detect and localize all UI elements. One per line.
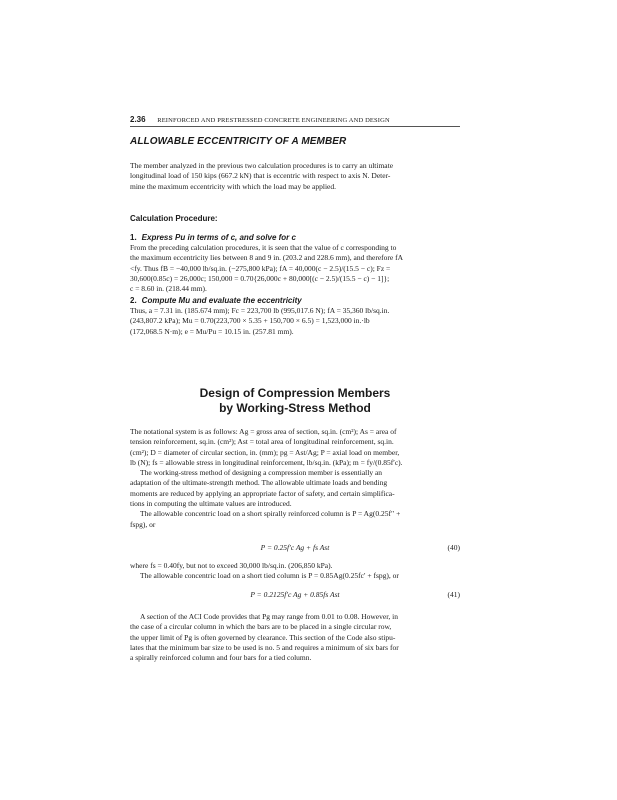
text-line: The allowable concentric load on a short tied column is P = 0.85Ag(0.25fc′ + fspg), or [140,571,399,581]
header-rule [130,126,460,127]
text-line: Thus, a = 7.31 in. (185.674 mm); Fc = 223,700 lb (995,017.6 N); fA = 35,360 lb/sq.in. [130,306,390,315]
text-line: (172,068.5 N·m); e = Mu/Pu = 10.15 in. (257.81 mm). [130,326,294,336]
text-line: The notational system is as follows: Ag = gross area of section, sq.in. (cm²); As = area of [130,427,397,436]
text-line: From the preceding calculation procedures, it is seen that the value of c corresponding to [130,243,397,252]
equation-expression: P = 0.25f′c Ag + fs Ast [260,543,330,552]
text-line: the upper limit of Pg is often governed by clearance. This section of the Code also stipu- [130,632,396,642]
text-line: The working-stress method of designing a compression member is essentially an [140,468,383,478]
step-1-body [130,243,460,294]
equation-number: (41) [447,590,460,599]
tied-column-paragraph [130,561,460,582]
text-line: lb (N); fs = allowable stress in longitudinal reinforcement, lb/sq.in. (kPa); m = fy/(0.85f′c). [130,457,403,467]
text-line: lates that the minimum bar size to be used is no. 5 and requires a minimum of six bars for [130,642,399,652]
equation-number: (40) [447,543,460,552]
text-line: 30,600(0.85c) = 26,000c; 150,000 = 0.70{26,000c + 80,000[(c − 2.5)/(15.5 − c) − 1]}; [130,273,390,283]
step-2-heading [130,296,302,305]
running-title: REINFORCED AND PRESTRESSED CONCRETE ENGINEERING AND DESIGN [157,117,390,124]
text-line: fspg), or [130,519,156,529]
aci-code-paragraph [130,612,460,663]
text-line: c = 8.60 in. (218.44 mm). [130,284,207,294]
text-line: tions in computing the ultimate values are introduced. [130,499,292,509]
section-title: ALLOWABLE ECCENTRICITY OF A MEMBER [130,136,347,147]
step-1-heading [130,233,296,242]
text-line: The member analyzed in the previous two calculation procedures is to carry an ultimate [130,161,394,170]
procedure-heading: Calculation Procedure: [130,214,218,223]
text-line: the case of a circular column in which the bars are to be placed in a single circular row, [130,622,392,632]
running-header [130,115,460,124]
equation-expression: P = 0.2125f′c Ag + 0.85fs Ast [250,590,340,599]
text-line: (243,807.2 kPa); Mu = 0.70(223,700 × 5.35 + 150,700 × 6.5) = 1,523,000 in.·lb [130,316,370,326]
text-line: tension reinforcement, sq.in. (cm²); Ast = total area of longitudinal reinforcement, sq.in. [130,437,394,447]
step-2-body [130,306,460,337]
text-line: (cm²); D = diameter of circular section, in. (mm); pg = Ast/Ag; P = axial load on member, [130,447,400,457]
text-line: mine the maximum eccentricity with which the load may be applied. [130,181,336,191]
step-number: 1. [130,233,137,242]
text-line: moments are reduced by applying an appropriate factor of safety, and certain simplifica- [130,488,395,498]
step-title: Express Pu in terms of c, and solve for c [141,233,296,242]
step-title: Compute Mu and evaluate the eccentricity [141,296,302,305]
section-heading-line: by Working-Stress Method [219,400,371,415]
text-line: the maximum eccentricity lies between 8 and 9 in. (203.2 and 228.6 mm), and therefore fA [130,253,404,263]
section-heading [130,386,460,415]
text-line: where fs = 0.40fy, but not to exceed 30,000 lb/sq.in. (206,850 kPa). [130,561,333,570]
text-line: adaptation of the ultimate-strength method. The allowable ultimate loads and bending [130,478,388,488]
text-line: longitudinal load of 150 kips (667.2 kN) that is eccentric with respect to axis N. Deter- [130,171,391,181]
intro-paragraph [130,161,460,192]
text-line: a spirally reinforced column and four bars for a tied column. [130,653,312,663]
page-number: 2.36 [130,115,146,124]
text-line: A section of the ACI Code provides that Pg may range from 0.01 to 0.08. However, in [140,612,398,621]
section-heading-line: Design of Compression Members [199,386,391,400]
text-line: <fy. Thus fB = −40,000 lb/sq.in. (−275,800 kPa); fA = 40,000(c − 2.5)/(15.5 − c); Fz = [130,263,391,273]
notation-paragraph [130,427,460,530]
step-number: 2. [130,296,137,305]
text-line: The allowable concentric load on a short spirally reinforced column is P = Ag(0.25f′′ + [140,509,401,519]
